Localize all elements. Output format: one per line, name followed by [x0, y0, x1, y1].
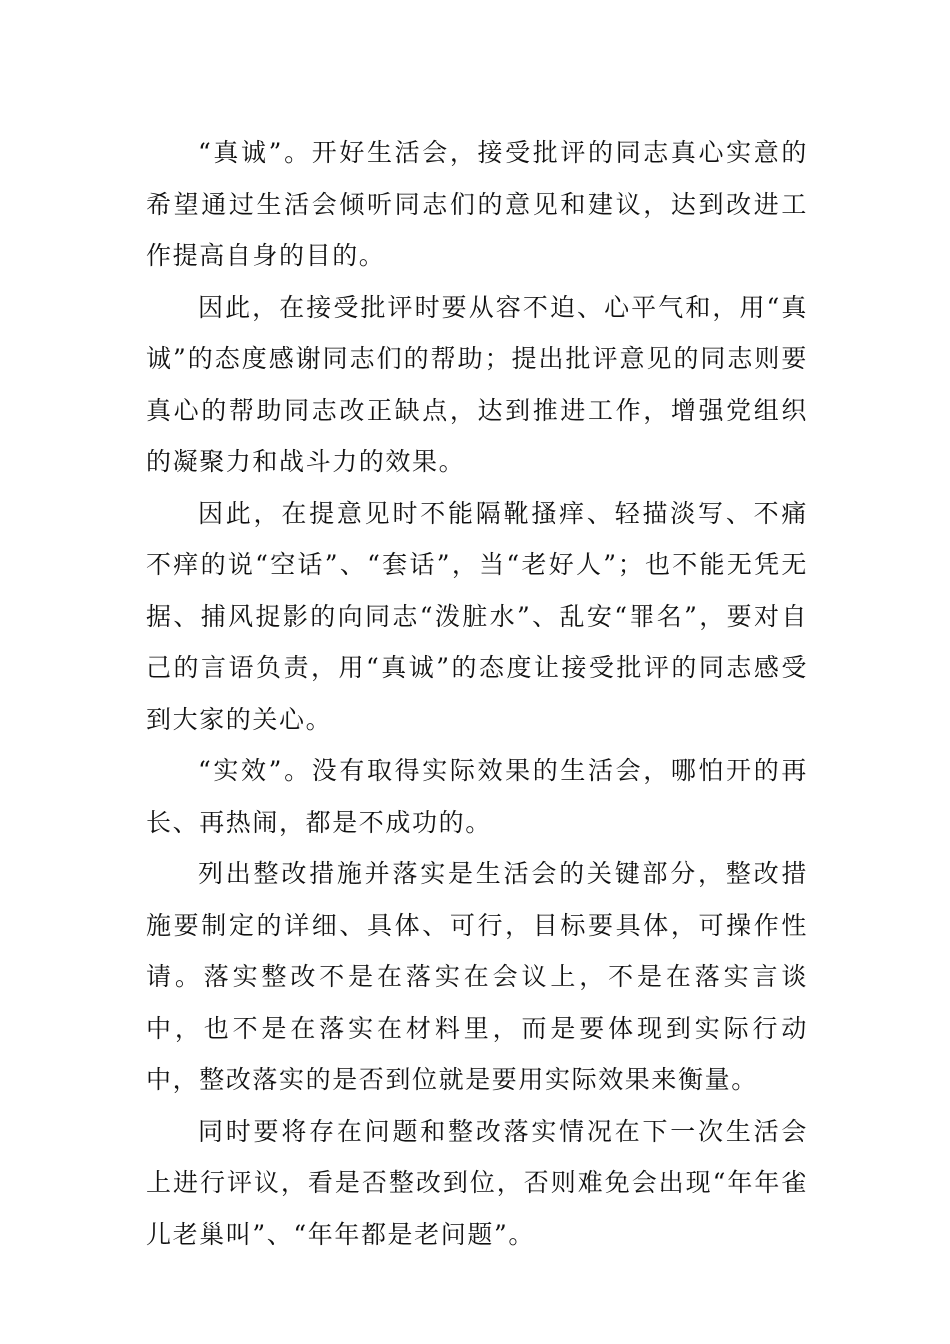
paragraph-accepting-criticism: 因此，在接受批评时要从容不迫、心平气和，用“真诚”的态度感谢同志们的帮助；提出批评意见的同志则要真心的帮助同志改正缺点，达到推进工作，增强党组织的凝聚力和战斗力的效果。	[146, 292, 808, 476]
paragraph-sincerity: “真诚”。开好生活会，接受批评的同志真心实意的希望通过生活会倾听同志们的意见和建议，达到改进工作提高自身的目的。	[146, 138, 808, 270]
paragraph-giving-opinions: 因此，在提意见时不能隔靴搔痒、轻描淡写、不痛不痒的说“空话”、“套话”，当“老好人”；也不能无凭无据、捕风捉影的向同志“泼脏水”、乱安“罪名”，要对自己的言语负责，用“真诚”的态度让接受批评的同志感受到大家的关心。	[146, 498, 808, 734]
paragraph-effectiveness: “实效”。没有取得实际效果的生活会，哪怕开的再长、再热闹，都是不成功的。	[146, 756, 808, 837]
paragraph-rectification-measures: 列出整改措施并落实是生活会的关键部分，整改措施要制定的详细、具体、可行，目标要具体，可操作性请。落实整改不是在落实在会议上，不是在落实言谈中，也不是在落实在材料里，而是要体现到实际行动中，整改落实的是否到位就是要用实际效果来衡量。	[146, 859, 808, 1094]
paragraph-follow-up-review: 同时要将存在问题和整改落实情况在下一次生活会上进行评议，看是否整改到位，否则难免会出现“年年雀儿老巢叫”、“年年都是老问题”。	[146, 1116, 808, 1249]
document-body	[146, 127, 808, 1260]
